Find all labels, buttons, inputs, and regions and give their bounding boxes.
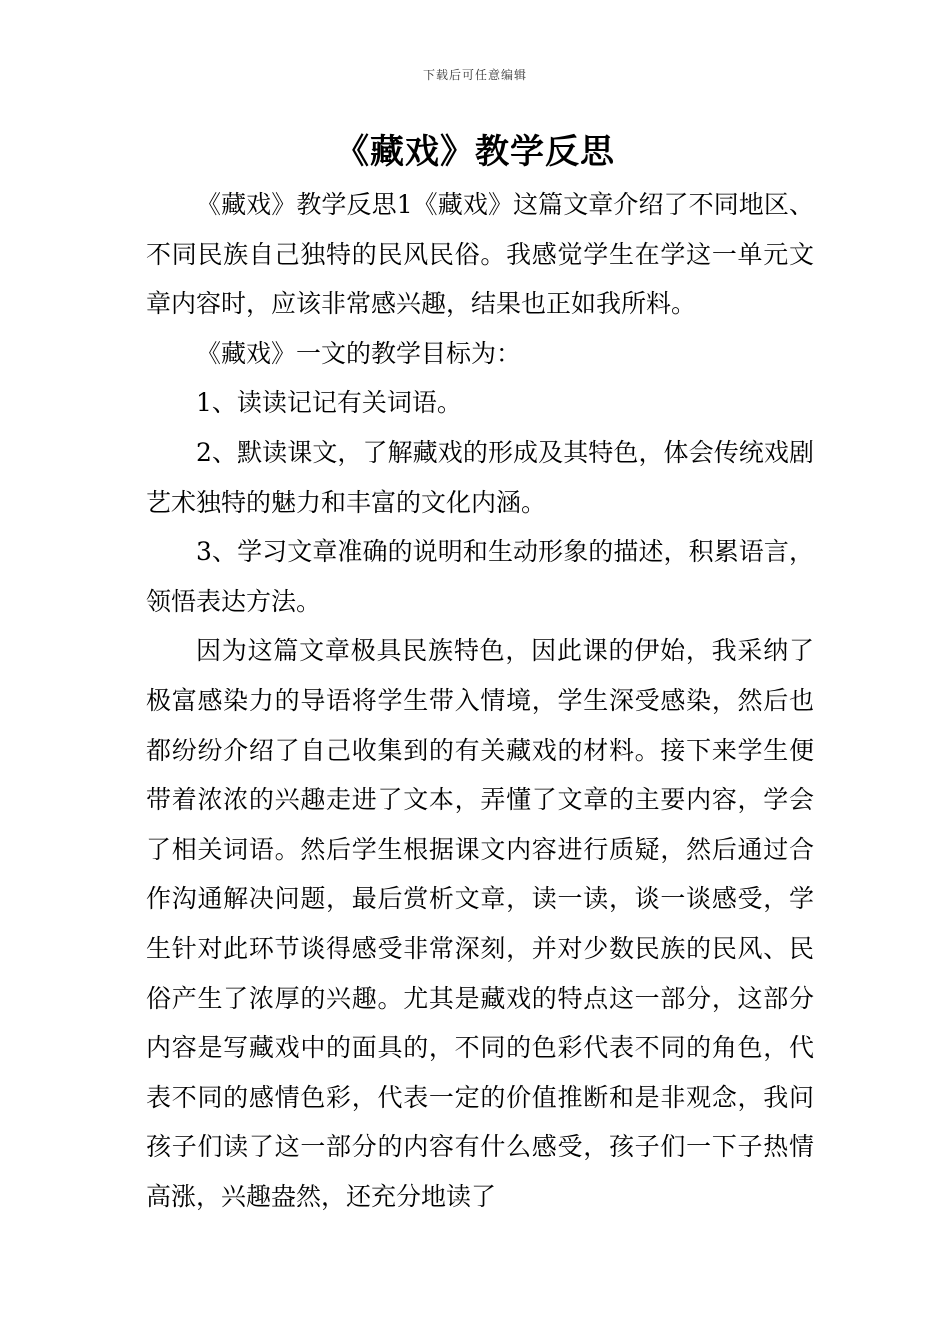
paragraph: 因为这篇文章极具民族特色，因此课的伊始，我采纳了极富感染力的导语将学生带入情境，学生深受感染，然后也都纷纷介绍了自己收集到的有关藏戏的材料。接下来学生便带着浓浓的兴趣走进了文本，弄懂了文章的主要内容，学会了相关词语。然后学生根据课文内容进行质疑，然后通过合作沟通解决问题，最后赏析文章，读一读，谈一谈感受，学生针对此环节谈得感受非常深刻，并对少数民族的民风、民俗产生了浓厚的兴趣。尤其是藏戏的特点这一部分，这部分内容是写藏戏中的面具的，不同的色彩代表不同的角色，代表不同的感情色彩，代表一定的价值推断和是非观念，我问孩子们读了这一部分的内容有什么感受，孩子们一下子热情高涨，兴趣盎然，还充分地读了	[146, 636, 814, 1211]
paragraph: 1、读读记记有关词语。	[196, 388, 462, 418]
paragraph: 3、学习文章准确的说明和生动形象的描述，积累语言，领悟表达方法。	[146, 537, 814, 616]
header-note: 下载后可任意编辑	[422, 68, 527, 82]
document-body	[146, 180, 814, 1221]
paragraph: 《藏戏》教学反思1《藏戏》这篇文章介绍了不同地区、不同民族自己独特的民风民俗。我感觉学生在学这一单元文章内容时，应该非常感兴趣，结果也正如我所料。	[146, 190, 814, 319]
document-title: 《藏戏》教学反思	[335, 132, 615, 172]
paragraph: 2、默读课文，了解藏戏的形成及其特色，体会传统戏剧艺术独特的魅力和丰富的文化内涵。	[146, 437, 814, 517]
paragraph: 《藏戏》一文的教学目标为：	[196, 338, 522, 368]
